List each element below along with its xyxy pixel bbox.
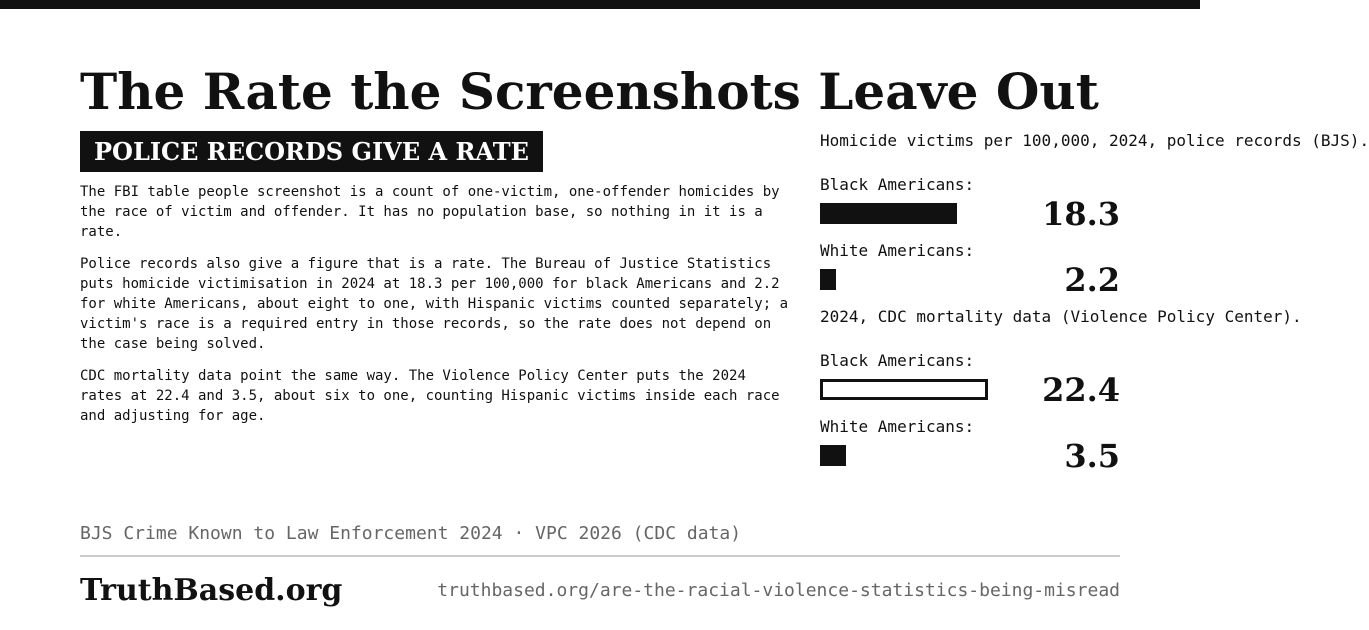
bar-cdc-black [820,379,988,400]
top-accent-bar [0,0,1200,9]
bar-label-cdc-black: Black Americans: [820,351,975,370]
source-note: BJS Crime Known to Law Enforcement 2024 · VPC 2026 (CDC data) [80,523,742,544]
value-label-bjs-white: 2.2 [1064,261,1120,299]
footer-divider [80,555,1120,557]
bar-bjs-black [820,203,957,224]
bar-label-bjs-black: Black Americans: [820,175,975,194]
section-label: POLICE RECORDS GIVE A RATE [80,131,543,172]
rate-bar-chart [820,130,1369,480]
bar-label-bjs-white: White Americans: [820,241,975,260]
group-caption-bjs: Homicide victims per 100,000, 2024, police records (BJS). [820,131,1369,150]
value-label-bjs-black: 18.3 [1042,195,1120,233]
bar-cdc-white [820,445,846,466]
article-url[interactable]: truthbased.org/are-the-racial-violence-statistics-being-misread [437,580,1120,601]
brand-logo-text[interactable]: TruthBased.org [80,573,343,608]
bar-label-cdc-white: White Americans: [820,417,975,436]
group-caption-cdc: 2024, CDC mortality data (Violence Policy Center). [820,307,1302,326]
bar-bjs-white [820,269,836,290]
paragraph-cdc-rate: CDC mortality data point the same way. The Violence Policy Center puts the 2024 rates at 22.4 and 3.5, about six to one, counting Hispanic victims inside each race and adjusting for age. [80,368,780,424]
value-label-cdc-black: 22.4 [1042,371,1120,409]
value-label-cdc-white: 3.5 [1064,437,1120,475]
paragraph-bjs-rate: Police records also give a figure that is a rate. The Bureau of Justice Statistics puts homicide victimisation in 2024 at 18.3 per 100,000 for black Americans and 2.2 for white Americans, about eight to one, with Hispanic victims counted separately; a victim's race is a required entry in those records, so the rate does not depend on the case being solved. [80,256,789,352]
article-body [80,182,796,438]
page-title: The Rate the Screenshots Leave Out [80,62,1099,121]
paragraph-fbi-table: The FBI table people screenshot is a count of one-victim, one-offender homicides by the race of victim and offender. It has no population base, so nothing in it is a rate. [80,184,780,240]
